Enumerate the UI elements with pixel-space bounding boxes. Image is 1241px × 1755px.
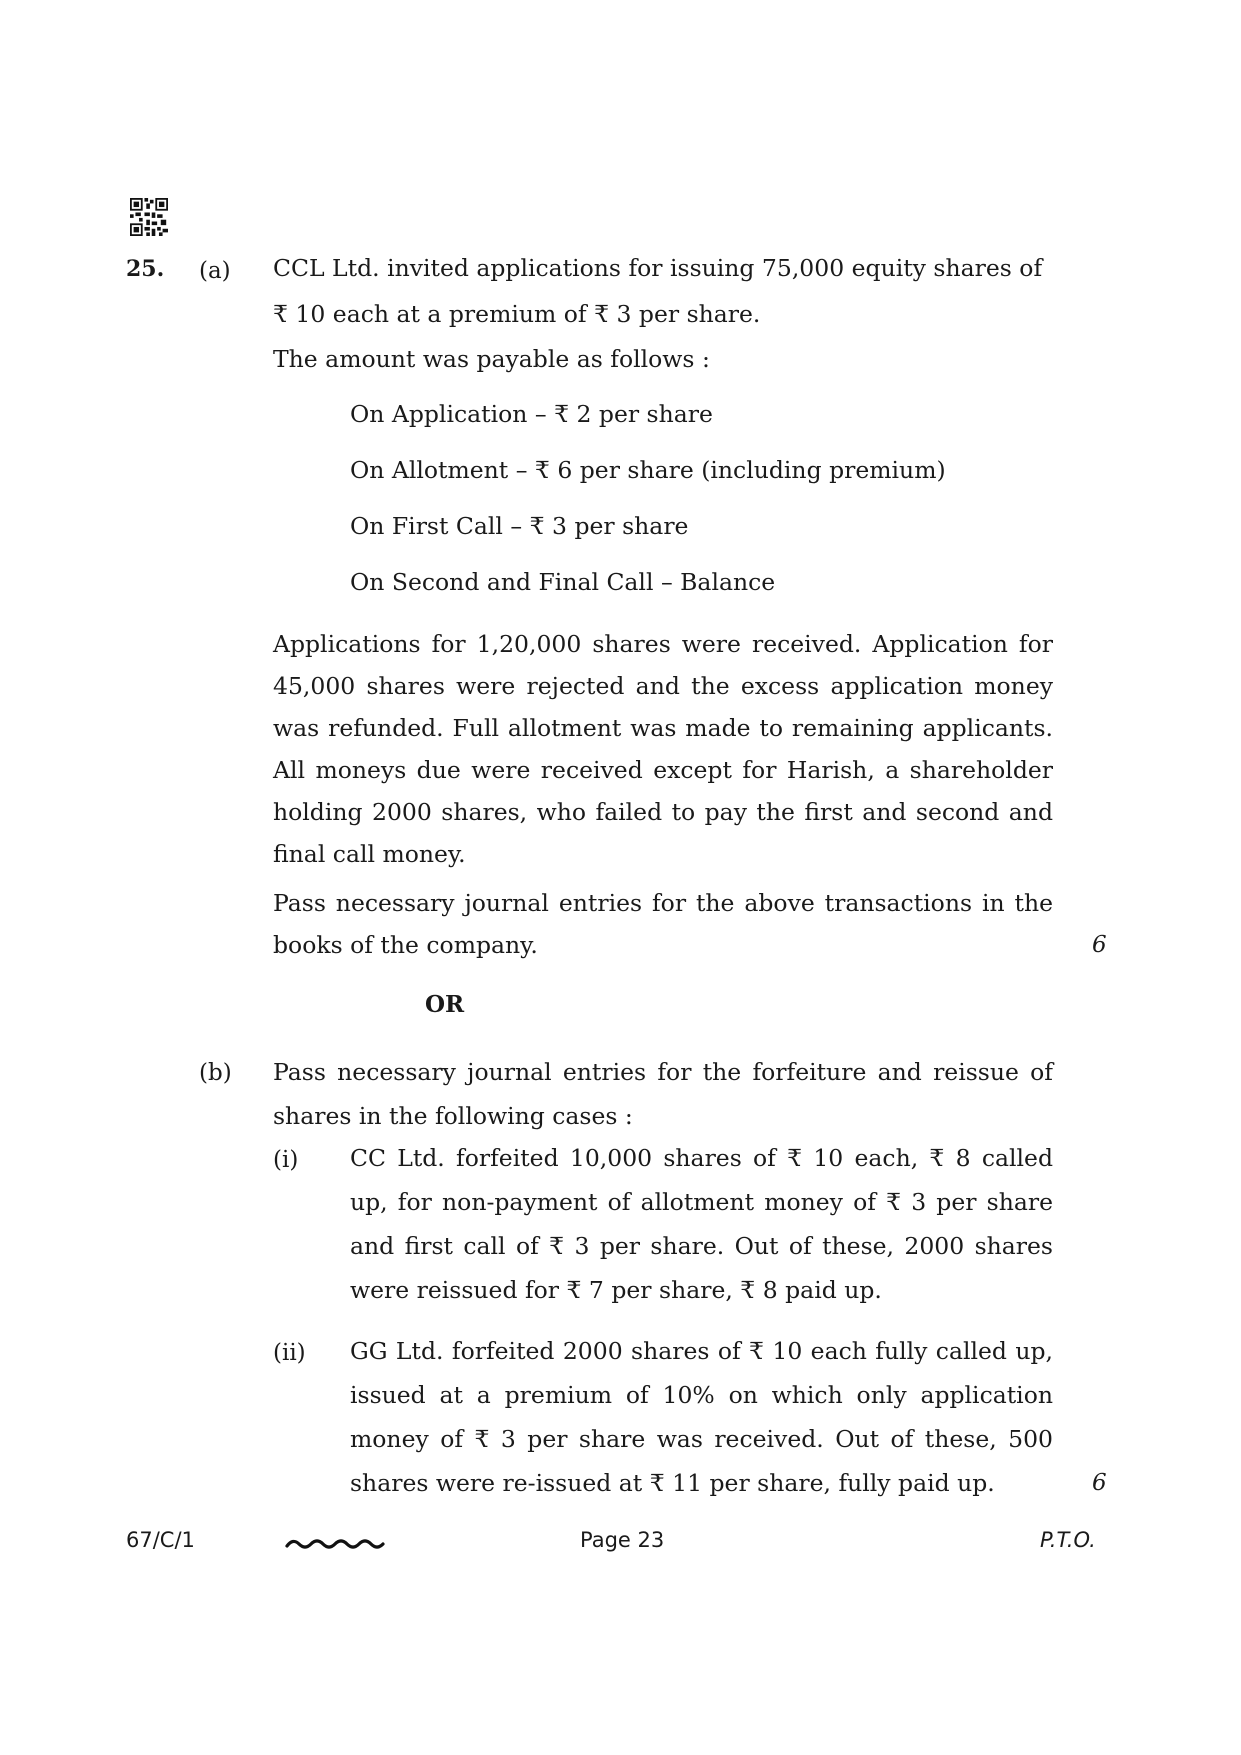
part-a-intro-line2: ₹ 10 each at a premium of ₹ 3 per share. xyxy=(273,300,761,328)
question-number: 25. xyxy=(126,256,165,282)
part-a-intro-line1: CCL Ltd. invited applications for issuing 75,000 equity shares of xyxy=(273,254,1043,282)
part-b-intro: Pass necessary journal entries for the forfeiture and reissue of shares in the following cases : xyxy=(273,1058,1053,1130)
part-a-intro-line3: The amount was payable as follows : xyxy=(273,345,710,373)
case-i-label: (i) xyxy=(273,1147,299,1173)
schedule-item-allotment: On Allotment – ₹ 6 per share (including premium) xyxy=(350,456,946,484)
part-b-marks: 6 xyxy=(1092,1470,1107,1496)
paper-code: 67/C/1 xyxy=(126,1528,195,1552)
squiggle-divider-icon xyxy=(285,1536,385,1552)
part-a-marks: 6 xyxy=(1092,932,1107,958)
schedule-item-application: On Application – ₹ 2 per share xyxy=(350,400,713,428)
schedule-item-first-call: On First Call – ₹ 3 per share xyxy=(350,512,689,540)
schedule-item-final-call: On Second and Final Call – Balance xyxy=(350,568,776,596)
pto-label: P.T.O. xyxy=(1040,1528,1096,1552)
part-a-label: (a) xyxy=(199,258,231,284)
case-ii-text: GG Ltd. forfeited 2000 shares of ₹ 10 each fully called up, issued at a premium of 10% on which only application money of ₹ 3 per share was received. Out of these, 500 shares were re-issued at ₹ 11 per share, fully paid up. xyxy=(350,1337,1053,1497)
or-separator: OR xyxy=(425,991,465,1018)
part-a-details: Applications for 1,20,000 shares were received. Application for 45,000 shares were rejected and the excess application money was refunded. Full allotment was made to remaining applicants. All moneys due were received except for Harish, a shareholder holding 2000 shares, who failed to pay the first and second and final call money. xyxy=(273,630,1053,868)
page-number: Page 23 xyxy=(580,1528,665,1552)
part-b-label: (b) xyxy=(199,1060,232,1086)
case-ii-label: (ii) xyxy=(273,1340,306,1366)
qr-code-icon xyxy=(130,198,168,236)
part-a-instruction: Pass necessary journal entries for the above transactions in the books of the company. xyxy=(273,889,1053,959)
case-i-text: CC Ltd. forfeited 10,000 shares of ₹ 10 each, ₹ 8 called up, for non-payment of allotment money of ₹ 3 per share and first call of ₹ 3 per share. Out of these, 2000 shares were reissued for ₹ 7 per share, ₹ 8 paid up. xyxy=(350,1144,1053,1304)
